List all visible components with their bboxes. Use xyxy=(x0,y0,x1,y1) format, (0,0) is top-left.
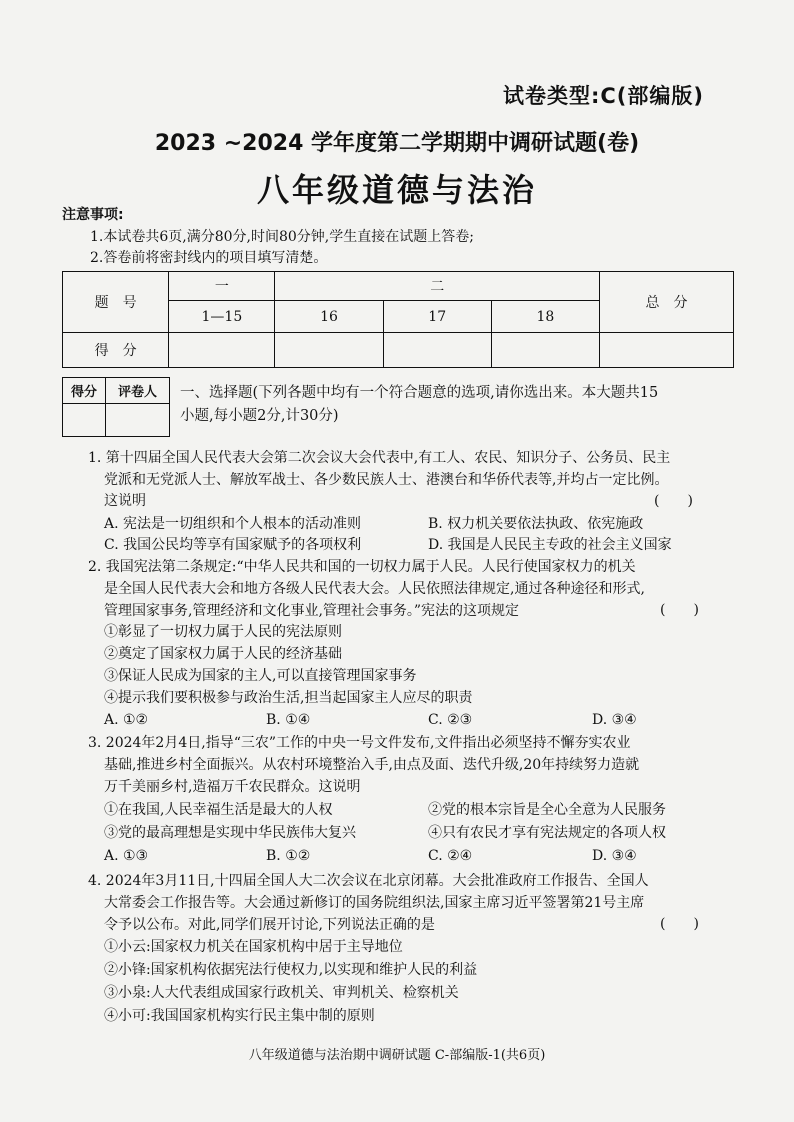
score-cell[interactable] xyxy=(275,333,383,368)
question-2-line: 管理国家事务,管理经济和文化事业,管理社会事务。”宪法的这项规定 xyxy=(104,603,520,619)
score-cell[interactable] xyxy=(169,333,275,368)
statement: ②党的根本宗旨是全心全意为人民服务 xyxy=(428,802,666,818)
answer-bracket[interactable]: ( ) xyxy=(660,602,699,618)
option: C. ②④ xyxy=(428,848,473,864)
option: C. 我国公民均等享有国家赋予的各项权利 xyxy=(104,537,362,553)
question-4-line: 4. 2024年3月11日,十四届全国人大二次会议在北京闭幕。大会批准政府工作报告、全国人 xyxy=(88,873,649,889)
total-header: 总 分 xyxy=(599,272,733,333)
option: C. ②③ xyxy=(428,712,473,728)
option: A. 宪法是一切组织和个人根本的活动准则 xyxy=(104,516,362,532)
question-1-line: 党派和无党派人士、解放军战士、各少数民族人士、港澳台和华侨代表等,并均占一定比例。 xyxy=(104,472,669,488)
statement: ④提示我们要积极参与政治生活,担当起国家主人应尽的职责 xyxy=(104,690,473,706)
col-header: 16 xyxy=(275,301,383,333)
col-header: 17 xyxy=(383,301,491,333)
section-one-heading xyxy=(180,382,735,428)
total-score-cell[interactable] xyxy=(599,333,733,368)
subject-title: 八年级道德与法治 xyxy=(256,171,537,209)
statement: ①彰显了一切权力属于人民的宪法原则 xyxy=(104,624,342,640)
option: B. ①④ xyxy=(266,712,311,728)
answer-bracket[interactable]: ( ) xyxy=(660,916,699,932)
grader-score-cell[interactable] xyxy=(63,404,106,437)
notes-title: 注意事项: xyxy=(62,207,124,223)
question-2-line: 2. 我国宪法第二条规定:“中华人民共和国的一切权力属于人民。人民行使国家权力的机关 xyxy=(88,559,636,575)
option: A. ①③ xyxy=(104,848,149,864)
option: A. ①② xyxy=(104,712,149,728)
question-1-line: 1. 第十四届全国人民代表大会第二次会议大会代表中,有工人、农民、知识分子、公务员、民主 xyxy=(88,450,671,466)
statement: ②小锋:国家机构依据宪法行使权力,以实现和维护人民的利益 xyxy=(104,962,478,978)
statement: ②奠定了国家权力属于人民的经济基础 xyxy=(104,646,342,662)
option: D. 我国是人民民主专政的社会主义国家 xyxy=(428,537,672,553)
statement: ③党的最高理想是实现中华民族伟大复兴 xyxy=(104,825,356,841)
score-cell[interactable] xyxy=(491,333,599,368)
grader-box xyxy=(62,377,170,437)
question-3-line: 3. 2024年2月4日,指导“三农”工作的中央一号文件发布,文件指出必须坚持不懈夯实农业 xyxy=(88,735,631,751)
row-label-score: 得 分 xyxy=(63,333,169,368)
statement: ③小泉:人大代表组成国家行政机关、审判机关、检察机关 xyxy=(104,985,459,1001)
note-item: 2.答卷前将密封线内的项目填写清楚。 xyxy=(90,250,328,266)
exam-title: 2023 ~2024 学年度第二学期期中调研试题(卷) xyxy=(154,131,640,156)
question-4-line: 令予以公布。对此,同学们展开讨论,下列说法正确的是 xyxy=(104,917,435,933)
question-2-line: 是全国人民代表大会和地方各级人民代表大会。人民依照法律规定,通过各种途径和形式, xyxy=(104,581,645,597)
question-3-line: 基础,推进乡村全面振兴。从农村环境整治入手,由点及面、迭代升级,20年持续努力造就 xyxy=(104,757,640,773)
statement: ④小可:我国国家机构实行民主集中制的原则 xyxy=(104,1008,375,1024)
option: D. ③④ xyxy=(592,848,637,864)
statement: ①小云:国家权力机关在国家机构中居于主导地位 xyxy=(104,939,403,955)
option: D. ③④ xyxy=(592,712,637,728)
col-header: 18 xyxy=(491,301,599,333)
grader-label: 评卷人 xyxy=(106,378,170,404)
grader-score-label: 得分 xyxy=(63,378,106,404)
option: B. 权力机关要依法执政、依宪施政 xyxy=(428,516,644,532)
grader-name-cell[interactable] xyxy=(106,404,170,437)
section-one-line: 一、选择题(下列各题中均有一个符合题意的选项,请你选出来。本大题共15 xyxy=(180,385,659,401)
score-cell[interactable] xyxy=(383,333,491,368)
statement: ①在我国,人民幸福生活是最大的人权 xyxy=(104,802,333,818)
statement: ③保证人民成为国家的主人,可以直接管理国家事务 xyxy=(104,668,417,684)
section-one-header: 一 xyxy=(169,272,275,301)
score-table xyxy=(62,271,734,368)
col-header: 1—15 xyxy=(169,301,275,333)
question-3-line: 万千美丽乡村,造福万千农民群众。这说明 xyxy=(104,779,361,795)
row-label-number: 题 号 xyxy=(63,272,169,333)
section-two-header: 二 xyxy=(275,272,599,301)
question-1-line: 这说明 xyxy=(104,493,146,509)
question-4-line: 大常委会工作报告等。大会通过新修订的国务院组织法,国家主席习近平签署第21号主席 xyxy=(104,895,645,911)
section-one-line: 小题,每小题2分,计30分) xyxy=(180,408,339,424)
note-item: 1.本试卷共6页,满分80分,时间80分钟,学生直接在试题上答卷; xyxy=(90,229,474,245)
option: B. ①② xyxy=(266,848,311,864)
answer-bracket[interactable]: ( ) xyxy=(654,493,693,509)
statement: ④只有农民才享有宪法规定的各项人权 xyxy=(428,825,666,841)
paper-type: 试卷类型:C(部编版) xyxy=(502,84,704,108)
page-footer: 八年级道德与法治期中调研试题 C-部编版-1(共6页) xyxy=(248,1048,546,1063)
